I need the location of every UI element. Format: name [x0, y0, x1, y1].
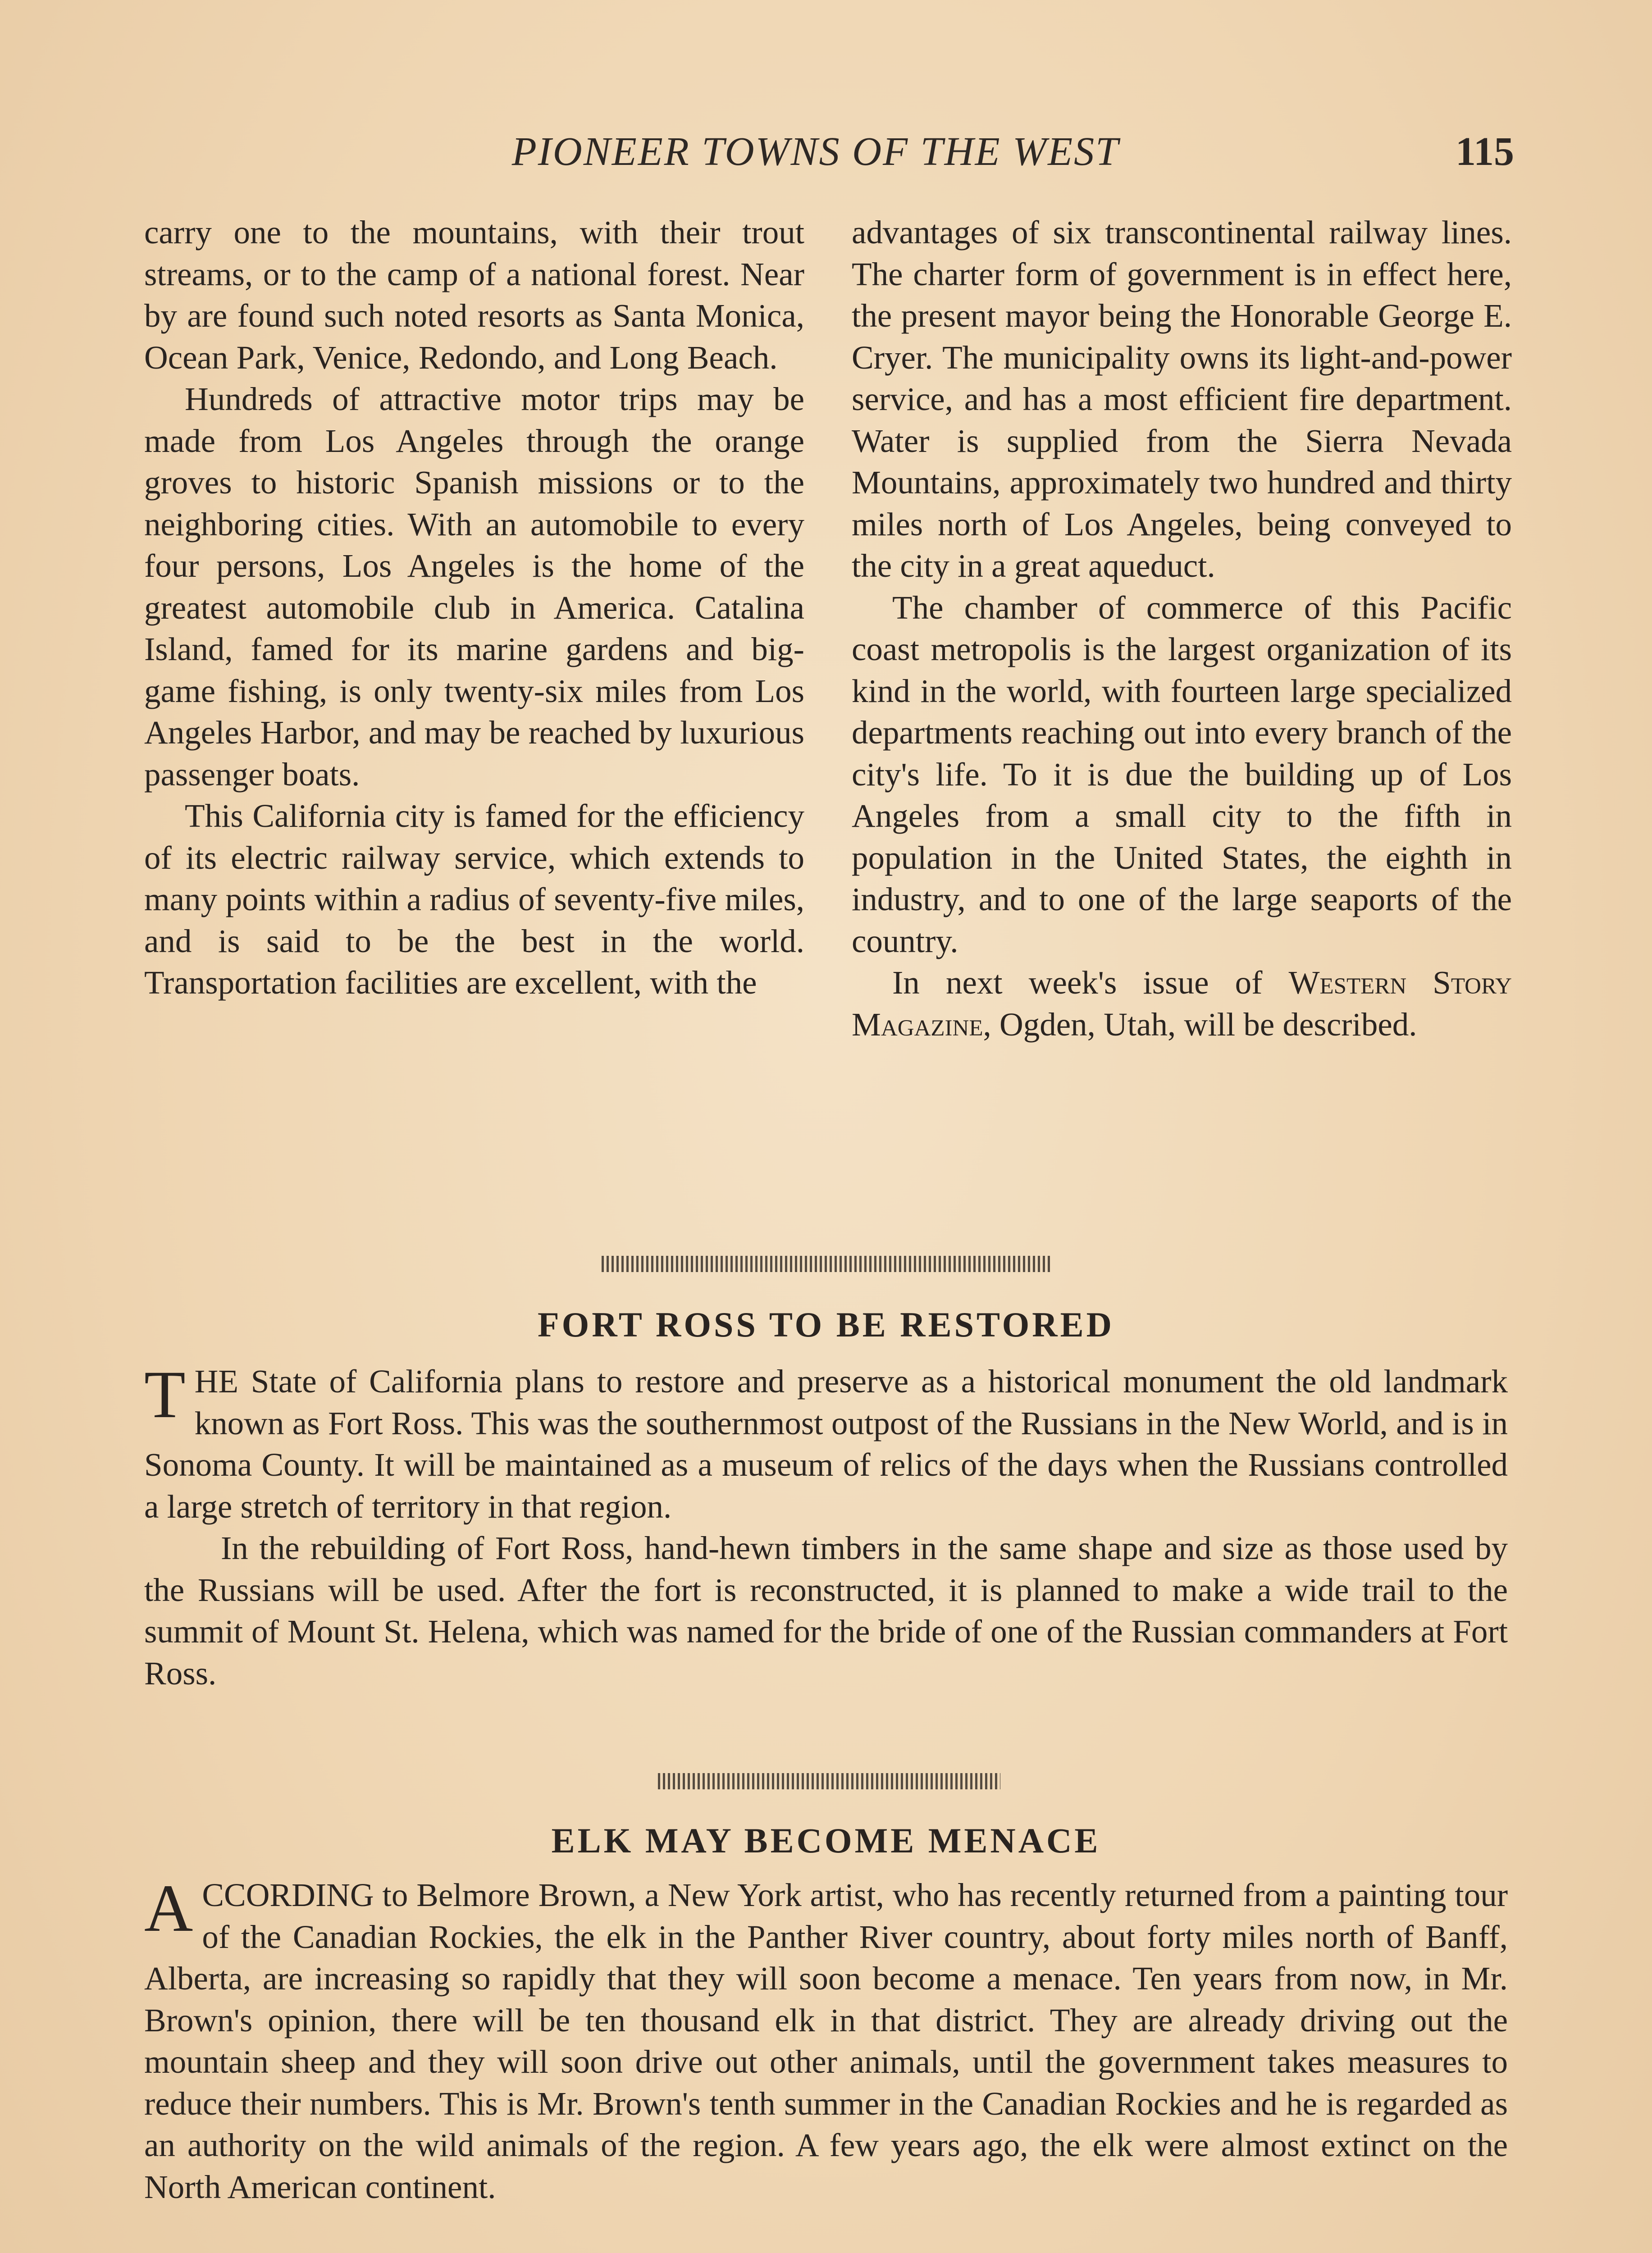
running-title: PIONEER TOWNS OF THE WEST: [511, 129, 1120, 174]
article-heading-fort-ross: FORT ROSS TO BE RESTORED: [538, 1305, 1114, 1344]
left-paragraph-2: Hundreds of attractive motor trips may be made from Los Angeles through the orange groves to historic Spanish missions or to the neighboring cities. With an automobile to every four persons, Los Angeles is the home of the greatest automobile club in America. Catalina Island, famed for its marine gardens and big-game fishing, is only twenty-six miles from Los Angeles Harbor, and may be reached by luxurious passenger boats.: [144, 381, 804, 793]
right-paragraph-2: The chamber of commerce of this Pacific coast metropolis is the largest organization of its kind in the world, with fourteen large specialized departments reaching out into every branch of the city's life. To it is due the building up of Los Angeles from a small city to the fifth in population in the United States, the eighth in industry, and to one of the large seaports of the country.: [852, 589, 1512, 959]
elk-paragraph-1-text: CCORDING to Belmore Brown, a New York artist, who has recently returned from a painting tour of the Canadian Rockies, the elk in the Panther River country, about forty miles north of Banff, Alberta, are increasing so rapidly that they will soon become a menace. Ten years from now, in Mr. Brown's opinion, there will be ten thousand elk in that district. They are already driving out the mountain sheep and they will soon drive out other animals, until the government takes measures to reduce their numbers. This is Mr. Brown's tenth summer in the Canadian Rockies and he is regarded as an authority on the wild animals of the region. A few years ago, the elk were almost extinct on the North American continent.: [144, 1877, 1508, 2205]
article-heading-elk: ELK MAY BECOME MENACE: [551, 1821, 1101, 1860]
right-paragraph-3: [852, 962, 1512, 1045]
left-paragraph-1: carry one to the mountains, with their trout streams, or to the camp of a national forest. Near by are found such noted resorts as Santa Monica, Ocean Park, Venice, Redondo, and Long Beach.: [144, 214, 804, 376]
next-issue-tail: , Ogden, Utah, will be described.: [983, 1006, 1417, 1043]
next-issue-lead: In next week's issue of: [892, 964, 1263, 1001]
elk-paragraph-1: [144, 1871, 1508, 2208]
left-column: [144, 212, 804, 1004]
fort-ross-paragraph-1-text: HE State of California plans to restore and preserve as a historical monument the old landmark known as Fort Ross. This was the southernmost outpost of the Russians in the New World, and is in Sonoma County. It will be maintained as a museum of relics of the days when the Russians controlled a large stretch of territory in that region.: [144, 1363, 1508, 1525]
article-fort-ross: [144, 1357, 1508, 1694]
drop-cap: A: [144, 1871, 193, 1946]
fort-ross-paragraph-1: [144, 1357, 1508, 1528]
page-number: 115: [1455, 129, 1514, 174]
drop-cap: T: [144, 1357, 186, 1432]
article-elk: [144, 1871, 1508, 2208]
magazine-name: Western Story Magazine: [852, 964, 1512, 1043]
left-paragraph-3: This California city is famed for the efficiency of its electric railway service, which extends to many points within a radius of seventy-five miles, and is said to be the best in the world. Transportation facilities are excellent, with the: [144, 798, 804, 1001]
section-divider: [602, 1256, 1050, 1272]
section-divider: [658, 1773, 1000, 1789]
fort-ross-paragraph-2: In the rebuilding of Fort Ross, hand-hewn timbers in the same shape and size as those used by the Russians will be used. After the fort is reconstructed, it is planned to make a wide trail to the summit of Mount St. Helena, which was named for the bride of one of the Russian commanders at Fort Ross.: [144, 1530, 1508, 1692]
right-column: [852, 212, 1512, 1045]
right-paragraph-1: advantages of six transcontinental railway lines. The charter form of government is in effect here, the present mayor being the Honorable George E. Cryer. The municipality owns its light-and-power service, and has a most efficient fire department. Water is supplied from the Sierra Nevada Mountains, approximately two hundred and thirty miles north of Los Angeles, being conveyed to the city in a great aqueduct.: [852, 214, 1512, 584]
